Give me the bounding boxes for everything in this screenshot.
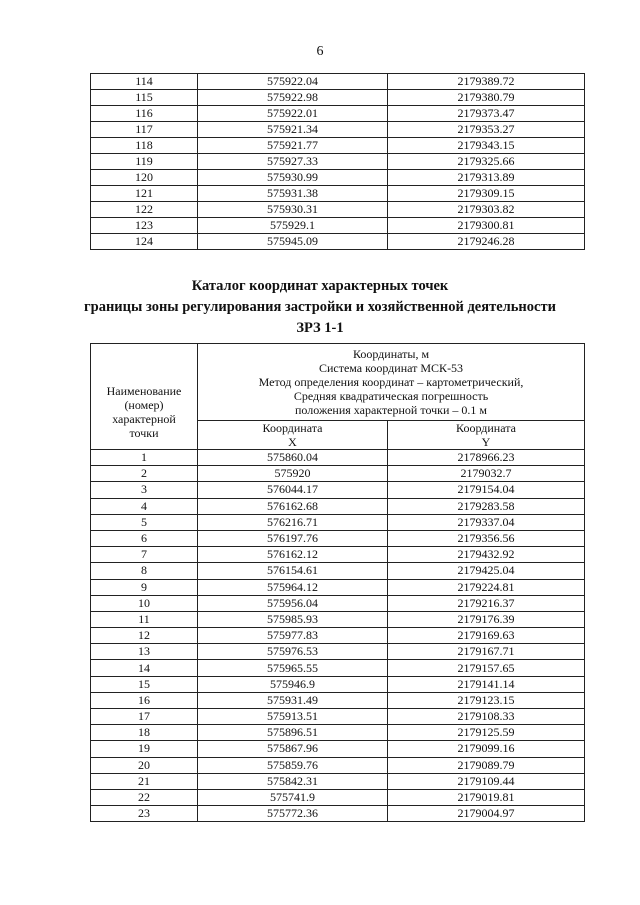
point-number-cell: 16: [91, 692, 198, 708]
point-number-cell: 7: [91, 547, 198, 563]
x-coordinate-cell: 575930.31: [198, 202, 388, 218]
table-row: [91, 74, 585, 90]
y-coordinate-cell: 2179176.39: [388, 611, 585, 627]
caption-line-1: Каталог координат характерных точек: [191, 278, 449, 294]
table-row: [91, 202, 585, 218]
y-coordinate-cell: 2179099.16: [388, 741, 585, 757]
header-text: Метод определения координат – картометрический,: [258, 375, 524, 389]
x-coordinate-cell: 575927.33: [198, 154, 388, 170]
header-text: характерной: [112, 411, 176, 426]
point-number-cell: 1: [91, 450, 198, 466]
x-coordinate-cell: 575867.96: [198, 741, 388, 757]
y-coordinate-cell: 2179125.59: [388, 725, 585, 741]
x-coordinate-cell: 575772.36: [198, 806, 388, 822]
table-row: [91, 611, 585, 627]
header-text: Средняя квадратическая погрешность: [293, 389, 489, 403]
point-number-cell: 21: [91, 773, 198, 789]
x-coordinate-cell: 575964.12: [198, 579, 388, 595]
point-number-cell: 114: [91, 74, 198, 90]
point-number-cell: 3: [91, 482, 198, 498]
table-row: [91, 530, 585, 546]
x-coordinate-cell: 575920: [198, 466, 388, 482]
y-coordinate-cell: 2179389.72: [388, 74, 585, 90]
y-coordinate-cell: 2179337.04: [388, 514, 585, 530]
y-coordinate-cell: 2179157.65: [388, 660, 585, 676]
x-coordinate-cell: 575976.53: [198, 644, 388, 660]
y-coordinate-cell: 2179425.04: [388, 563, 585, 579]
table-row: [91, 170, 585, 186]
table-row: [91, 628, 585, 644]
x-coordinate-cell: 575985.93: [198, 611, 388, 627]
x-coordinate-cell: 575946.9: [198, 676, 388, 692]
table-row: [91, 595, 585, 611]
x-coordinate-cell: 576162.68: [198, 498, 388, 514]
y-coordinate-cell: 2179283.58: [388, 498, 585, 514]
table-row: [91, 644, 585, 660]
point-number-cell: 13: [91, 644, 198, 660]
point-number-cell: 123: [91, 218, 198, 234]
x-coordinate-cell: 575842.31: [198, 773, 388, 789]
point-number-cell: 6: [91, 530, 198, 546]
point-number-cell: 11: [91, 611, 198, 627]
page-number: 6: [316, 44, 324, 59]
point-number-cell: 10: [91, 595, 198, 611]
table-row: [91, 122, 585, 138]
point-number-cell: 119: [91, 154, 198, 170]
table-row: [91, 482, 585, 498]
y-coordinate-cell: 2178966.23: [388, 450, 585, 466]
point-number-cell: 14: [91, 660, 198, 676]
y-coordinate-cell: 2179216.37: [388, 595, 585, 611]
x-coordinate-cell: 575965.55: [198, 660, 388, 676]
point-number-cell: 15: [91, 676, 198, 692]
table-row: [91, 579, 585, 595]
table-row: [91, 773, 585, 789]
point-number-cell: 4: [91, 498, 198, 514]
table-row: [91, 547, 585, 563]
table-body: [91, 74, 585, 250]
table-row: [91, 106, 585, 122]
table-row: [91, 725, 585, 741]
point-number-cell: 5: [91, 514, 198, 530]
point-number-cell: 2: [91, 466, 198, 482]
header-text: X: [288, 435, 297, 449]
table-body: [91, 344, 585, 822]
y-coordinate-cell: 2179019.81: [388, 789, 585, 805]
point-number-cell: 18: [91, 725, 198, 741]
x-coordinate-cell: 575931.49: [198, 692, 388, 708]
table-row: [91, 692, 585, 708]
y-coordinate-cell: 2179373.47: [388, 106, 585, 122]
x-coordinate-cell: 575896.51: [198, 725, 388, 741]
table-row: [91, 154, 585, 170]
point-number-cell: 122: [91, 202, 198, 218]
header-text: (номер): [124, 397, 164, 412]
header-point-name: [91, 344, 198, 450]
point-number-cell: 19: [91, 741, 198, 757]
table-row: [91, 806, 585, 822]
y-coordinate-cell: 2179300.81: [388, 218, 585, 234]
x-coordinate-cell: 575930.99: [198, 170, 388, 186]
table-row: [91, 186, 585, 202]
point-number-cell: 124: [91, 234, 198, 250]
y-coordinate-cell: 2179089.79: [388, 757, 585, 773]
x-coordinate-cell: 575921.34: [198, 122, 388, 138]
point-number-cell: 120: [91, 170, 198, 186]
coordinates-table-continued: [90, 73, 585, 250]
caption-line-3: ЗРЗ 1-1: [296, 320, 344, 336]
table-row: [91, 660, 585, 676]
y-coordinate-cell: 2179309.15: [388, 186, 585, 202]
point-number-cell: 121: [91, 186, 198, 202]
table-row: [91, 234, 585, 250]
x-coordinate-cell: 575931.38: [198, 186, 388, 202]
header-text: Y: [481, 435, 491, 449]
header-text: Наименование: [106, 383, 182, 398]
x-coordinate-cell: 576197.76: [198, 530, 388, 546]
x-coordinate-cell: 576216.71: [198, 514, 388, 530]
y-coordinate-cell: 2179356.56: [388, 530, 585, 546]
x-coordinate-cell: 575921.77: [198, 138, 388, 154]
point-number-cell: 117: [91, 122, 198, 138]
header-y: [388, 421, 585, 450]
point-number-cell: 115: [91, 90, 198, 106]
x-coordinate-cell: 575977.83: [198, 628, 388, 644]
table-row: [91, 676, 585, 692]
x-coordinate-cell: 575860.04: [198, 450, 388, 466]
caption-line-2: границы зоны регулирования застройки и хозяйственной деятельности: [84, 299, 556, 315]
table-row: [91, 90, 585, 106]
y-coordinate-cell: 2179004.97: [388, 806, 585, 822]
header-text: Координата: [456, 421, 516, 435]
point-number-cell: 12: [91, 628, 198, 644]
x-coordinate-cell: 575922.04: [198, 74, 388, 90]
coordinates-table: [90, 343, 585, 822]
header-x: [198, 421, 388, 450]
x-coordinate-cell: 576154.61: [198, 563, 388, 579]
x-coordinate-cell: 576044.17: [198, 482, 388, 498]
header-text: положения характерной точки – 0.1 м: [295, 403, 488, 417]
y-coordinate-cell: 2179224.81: [388, 579, 585, 595]
x-coordinate-cell: 575922.98: [198, 90, 388, 106]
y-coordinate-cell: 2179313.89: [388, 170, 585, 186]
x-coordinate-cell: 575929.1: [198, 218, 388, 234]
y-coordinate-cell: 2179167.71: [388, 644, 585, 660]
table-row: [91, 218, 585, 234]
y-coordinate-cell: 2179109.44: [388, 773, 585, 789]
point-number-cell: 8: [91, 563, 198, 579]
x-coordinate-cell: 575956.04: [198, 595, 388, 611]
point-number-cell: 118: [91, 138, 198, 154]
table-row: [91, 709, 585, 725]
y-coordinate-cell: 2179123.15: [388, 692, 585, 708]
header-text: точки: [129, 425, 159, 440]
catalog-caption: [0, 276, 640, 339]
x-coordinate-cell: 576162.12: [198, 547, 388, 563]
header-coordinates-info: [198, 344, 585, 421]
table-row: [91, 741, 585, 757]
header-text: Координаты, м: [352, 347, 430, 361]
table-row: [91, 450, 585, 466]
x-coordinate-cell: 575859.76: [198, 757, 388, 773]
y-coordinate-cell: 2179141.14: [388, 676, 585, 692]
x-coordinate-cell: 575741.9: [198, 789, 388, 805]
point-number-cell: 17: [91, 709, 198, 725]
header-text: Система координат МСК-53: [318, 361, 464, 375]
point-number-cell: 22: [91, 789, 198, 805]
x-coordinate-cell: 575913.51: [198, 709, 388, 725]
x-coordinate-cell: 575945.09: [198, 234, 388, 250]
y-coordinate-cell: 2179303.82: [388, 202, 585, 218]
table-row: [91, 138, 585, 154]
y-coordinate-cell: 2179169.63: [388, 628, 585, 644]
y-coordinate-cell: 2179380.79: [388, 90, 585, 106]
table-row: [91, 466, 585, 482]
table-row: [91, 563, 585, 579]
table-row: [91, 514, 585, 530]
y-coordinate-cell: 2179353.27: [388, 122, 585, 138]
y-coordinate-cell: 2179032.7: [388, 466, 585, 482]
point-number-cell: 23: [91, 806, 198, 822]
y-coordinate-cell: 2179325.66: [388, 154, 585, 170]
point-number-cell: 20: [91, 757, 198, 773]
point-number-cell: 9: [91, 579, 198, 595]
header-row: [91, 344, 585, 421]
table-row: [91, 498, 585, 514]
y-coordinate-cell: 2179246.28: [388, 234, 585, 250]
point-number-cell: 116: [91, 106, 198, 122]
y-coordinate-cell: 2179343.15: [388, 138, 585, 154]
header-text: Координата: [262, 421, 323, 435]
y-coordinate-cell: 2179154.04: [388, 482, 585, 498]
table-row: [91, 789, 585, 805]
x-coordinate-cell: 575922.01: [198, 106, 388, 122]
y-coordinate-cell: 2179108.33: [388, 709, 585, 725]
table-row: [91, 757, 585, 773]
y-coordinate-cell: 2179432.92: [388, 547, 585, 563]
